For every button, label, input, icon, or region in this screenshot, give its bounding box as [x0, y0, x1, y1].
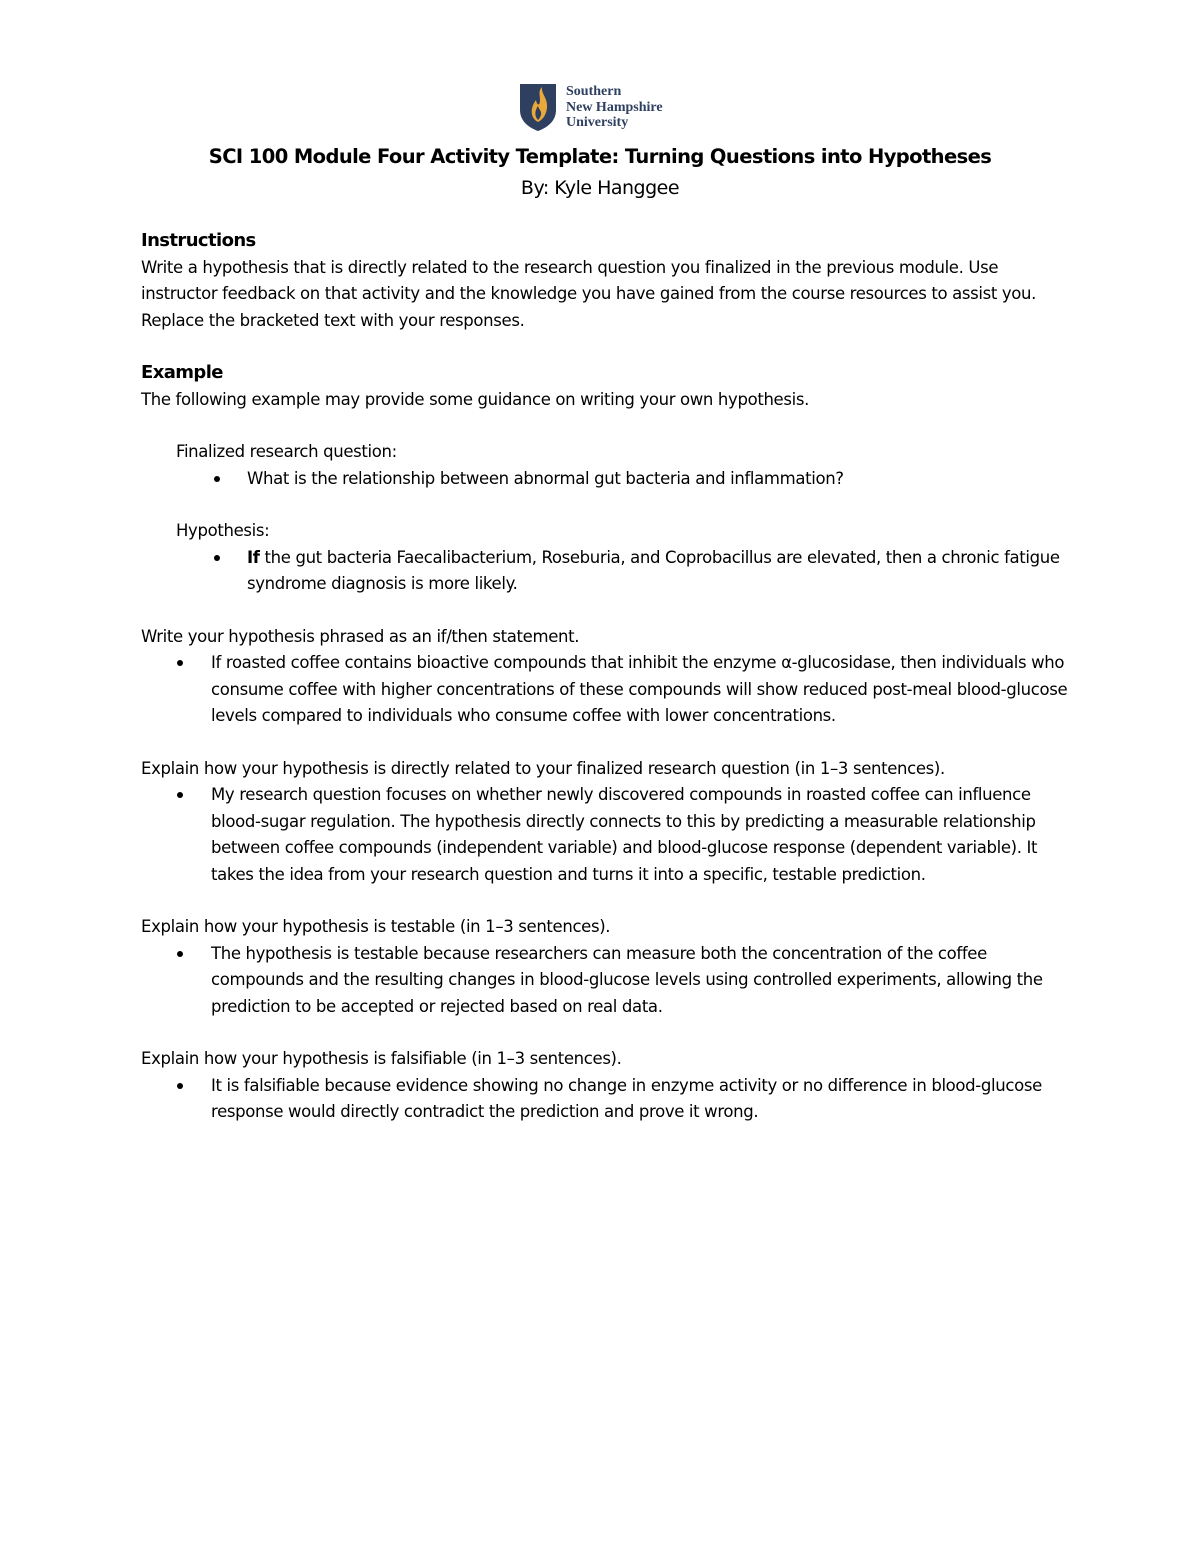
- logo-line-3: University: [566, 115, 629, 130]
- prompt-hypothesis: Write your hypothesis phrased as an if/then statement.: [141, 626, 580, 646]
- instructions-heading: Instructions: [141, 230, 256, 251]
- example-block: [176, 439, 1071, 598]
- answer-related: My research question focuses on whether newly discovered compounds in roasted coffee can influence blood-sugar regulation. The hypothesis directly connects to this by predicting a measurable relationship between coffee compounds (independent variable) and blood-glucose response (dependent variable). It takes the idea from your research question and turns it into a specific, testable prediction.: [141, 782, 1071, 888]
- author-byline: By: Kyle Hanggee: [520, 177, 680, 199]
- example-intro: The following example may provide some guidance on writing your own hypothesis.: [141, 389, 809, 409]
- prompt-falsifiable: Explain how your hypothesis is falsifiable (in 1–3 sentences).: [141, 1049, 622, 1068]
- document-body: [141, 228, 1071, 1126]
- answer-hypothesis: If roasted coffee contains bioactive compounds that inhibit the enzyme α-glucosidase, then individuals who consume coffee with higher concentrations of these compounds will show reduced post-meal blood-glucose levels compared to individuals who consume coffee with lower concentrations.: [141, 650, 1071, 730]
- prompt-testable: Explain how your hypothesis is testable (in 1–3 sentences).: [141, 917, 611, 936]
- university-logo: [518, 82, 688, 134]
- example-heading: Example: [141, 362, 223, 383]
- instructions-text: Write a hypothesis that is directly related to the research question you finalized in the previous module. Use instructor feedback on that activity and the knowledge you have gained from the course resources to assist you. Replace the bracketed text with your responses.: [141, 257, 1037, 330]
- prompt-related: Explain how your hypothesis is directly related to your finalized research question (in 1–3 sentences).: [141, 758, 945, 778]
- logo-line-1: Southern: [566, 84, 622, 99]
- example-hypothesis-label: Hypothesis:: [176, 521, 270, 540]
- example-question-label: Finalized research question:: [176, 442, 397, 461]
- logo-line-2: New Hampshire: [566, 99, 663, 115]
- example-hypothesis-if: If: [247, 547, 260, 567]
- shield-flame-icon: [518, 82, 558, 132]
- example-hypothesis-text: the gut bacteria Faecalibacterium, Roseburia, and Coprobacillus are elevated, then a chronic fatigue syndrome diagnosis is more likely.: [247, 547, 1060, 593]
- answer-testable: The hypothesis is testable because researchers can measure both the concentration of the coffee compounds and the resulting changes in blood-glucose levels using controlled experiments, allowing the prediction to be accepted or rejected based on real data.: [141, 941, 1071, 1021]
- example-question: What is the relationship between abnormal gut bacteria and inflammation?: [176, 466, 1071, 493]
- example-hypothesis: [176, 545, 1071, 598]
- answer-falsifiable: It is falsifiable because evidence showing no change in enzyme activity or no difference in blood-glucose response would directly contradict the prediction and prove it wrong.: [141, 1073, 1071, 1126]
- document-title: SCI 100 Module Four Activity Template: Turning Questions into Hypotheses: [208, 145, 992, 168]
